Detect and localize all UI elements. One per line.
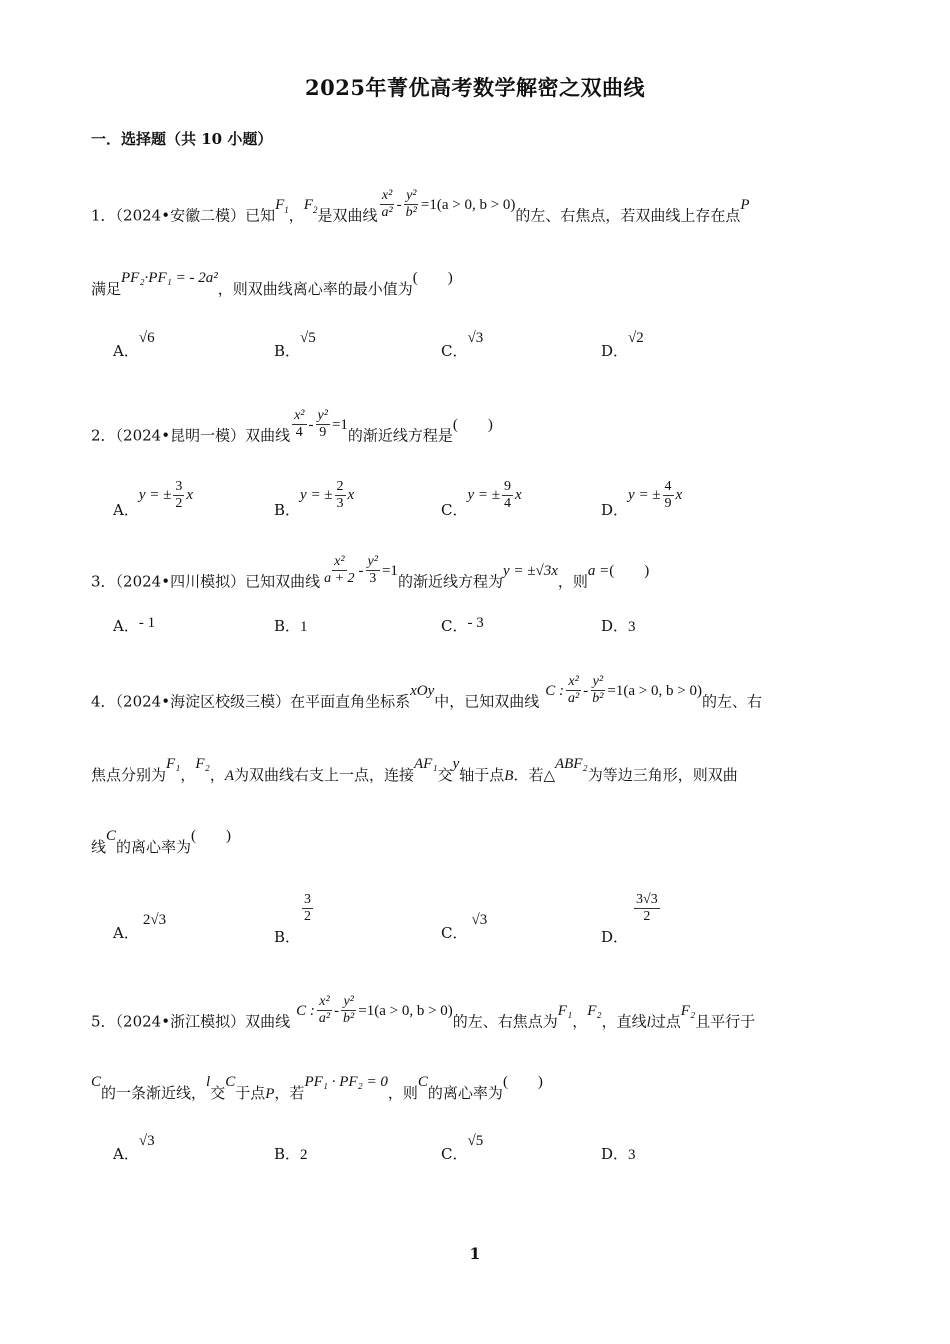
option-d[interactable]: D．3 — [601, 617, 636, 635]
question-number: 4． — [91, 692, 116, 711]
hyperbola-equation: $\frac{\text{x²}}{a + 2}$ - $\frac{\text{y²}}{3}$ =1 — [324, 554, 398, 586]
option-a[interactable]: A．√6 — [113, 330, 155, 360]
option-c[interactable]: C．y = ± $\frac{9}{4}$ x — [441, 479, 522, 519]
option-c[interactable]: C．√3 — [441, 912, 488, 942]
question-source: （2024•浙江模拟） — [115, 1012, 246, 1031]
option-b[interactable]: B．1 — [274, 617, 308, 635]
math-expression: PF₂·PF₁ = - 2a² — [121, 270, 218, 286]
question-4-line-1: 4．（2024•海淀区校级三模）在平面直角坐标系xOy中，已知双曲线C : $\frac{\text{x²}}{\text{a²}}$ - $\frac{\text{y²}}{\text{b²}}$ =1(a > 0, b > 0)的左、右 — [91, 674, 762, 711]
question-number: 3． — [91, 572, 116, 591]
hyperbola-equation: C : $\frac{\text{x²}}{\text{a²}}$ - $\frac{\text{y²}}{\text{b²}}$ =1(a > 0, b > 0) — [545, 674, 702, 706]
option-c[interactable]: C．- 3 — [441, 615, 484, 635]
math-symbol: $F_1$ — [275, 196, 289, 215]
option-a[interactable]: A．2√3 — [113, 912, 167, 942]
question-1-line-2: 满足PF₂·PF₁ = - 2a²，则双曲线离心率的最小值为( ) — [91, 270, 453, 298]
option-a[interactable]: A．- 1 — [113, 615, 156, 635]
option-b[interactable]: B．y = ± $\frac{2}{3}$ x — [274, 479, 355, 519]
option-d[interactable]: D．√2 — [601, 330, 644, 360]
hyperbola-equation: $\frac{\text{x²}}{4}$ - $\frac{\text{y²}}{9}$ =1 — [294, 408, 348, 440]
question-4-line-2: 焦点分别为F₁，F₂，A为双曲线右支上一点，连接AF₁交y轴于点B．若△ABF₂为等边三角形，则双曲 — [91, 756, 738, 784]
question-number: 1． — [91, 206, 116, 225]
question-source: （2024•昆明一模） — [115, 426, 246, 445]
question-source: （2024•安徽二模） — [115, 206, 246, 225]
question-4-line-3: 线C的离心率为( ) — [91, 828, 232, 856]
question-number: 2． — [91, 426, 116, 445]
question-source: （2024•四川模拟） — [115, 572, 246, 591]
question-5-line-1: 5．（2024•浙江模拟）双曲线C : $\frac{\text{x²}}{\text{a²}}$ - $\frac{\text{y²}}{\text{b²}}$ =1(a > 0, b > 0)的左、右焦点为F₁，F₂，直线l过点F₂且平行于 — [91, 994, 756, 1031]
page-number: 1 — [469, 1244, 481, 1263]
option-a[interactable]: A．√3 — [113, 1133, 155, 1163]
option-c[interactable]: C．√3 — [441, 330, 484, 360]
question-number: 5． — [91, 1012, 116, 1031]
option-d[interactable]: D．3 — [601, 1145, 636, 1163]
document-title: 2025年菁优高考数学解密之双曲线 — [305, 75, 645, 100]
question-3-line-1: 3．（2024•四川模拟）已知双曲线 $\frac{\text{x²}}{a + 2}$ - $\frac{\text{y²}}{3}$ =1的渐近线方程为y = ±√3x，则a =( ) — [91, 554, 650, 591]
option-d[interactable]: D．y = ± $\frac{4}{9}$ x — [601, 479, 683, 519]
option-b[interactable]: B． $\frac{3}{2}$ — [274, 892, 312, 946]
question-source: （2024•海淀区校级三模） — [115, 692, 291, 711]
question-1-line-1: 1．（2024•安徽二模）已知$F_1$，$F_2$是双曲线 $\frac{\text{x²}}{\text{a²}}$ - $\frac{\text{y²}}{\text{b²}}$ =1(a > 0, b > 0)的左、右焦点，若双曲线上存在点P — [91, 188, 750, 225]
section-heading: 一．选择题（共 10 小题） — [91, 130, 273, 148]
question-5-line-2: C的一条渐近线，l交C于点P，若PF₁ · PF₂ = 0，则C的离心率为( ) — [91, 1074, 543, 1102]
option-c[interactable]: C．√5 — [441, 1133, 484, 1163]
option-a[interactable]: A．y = ± $\frac{3}{2}$ x — [113, 479, 194, 519]
hyperbola-equation: $\frac{\text{x²}}{\text{a²}}$ - $\frac{\text{y²}}{\text{b²}}$ =1(a > 0, b > 0) — [381, 188, 516, 220]
option-b[interactable]: B．2 — [274, 1145, 308, 1163]
option-d[interactable]: D． $\frac{3√3}{2}$ — [601, 892, 658, 946]
hyperbola-equation: C : $\frac{\text{x²}}{\text{a²}}$ - $\frac{\text{y²}}{\text{b²}}$ =1(a > 0, b > 0) — [296, 994, 453, 1026]
math-symbol: $F_2$ — [303, 196, 318, 215]
question-2-line-1: 2．（2024•昆明一模）双曲线 $\frac{\text{x²}}{4}$ - $\frac{\text{y²}}{9}$ =1的渐近线方程是( ) — [91, 408, 493, 445]
option-b[interactable]: B．√5 — [274, 330, 316, 360]
